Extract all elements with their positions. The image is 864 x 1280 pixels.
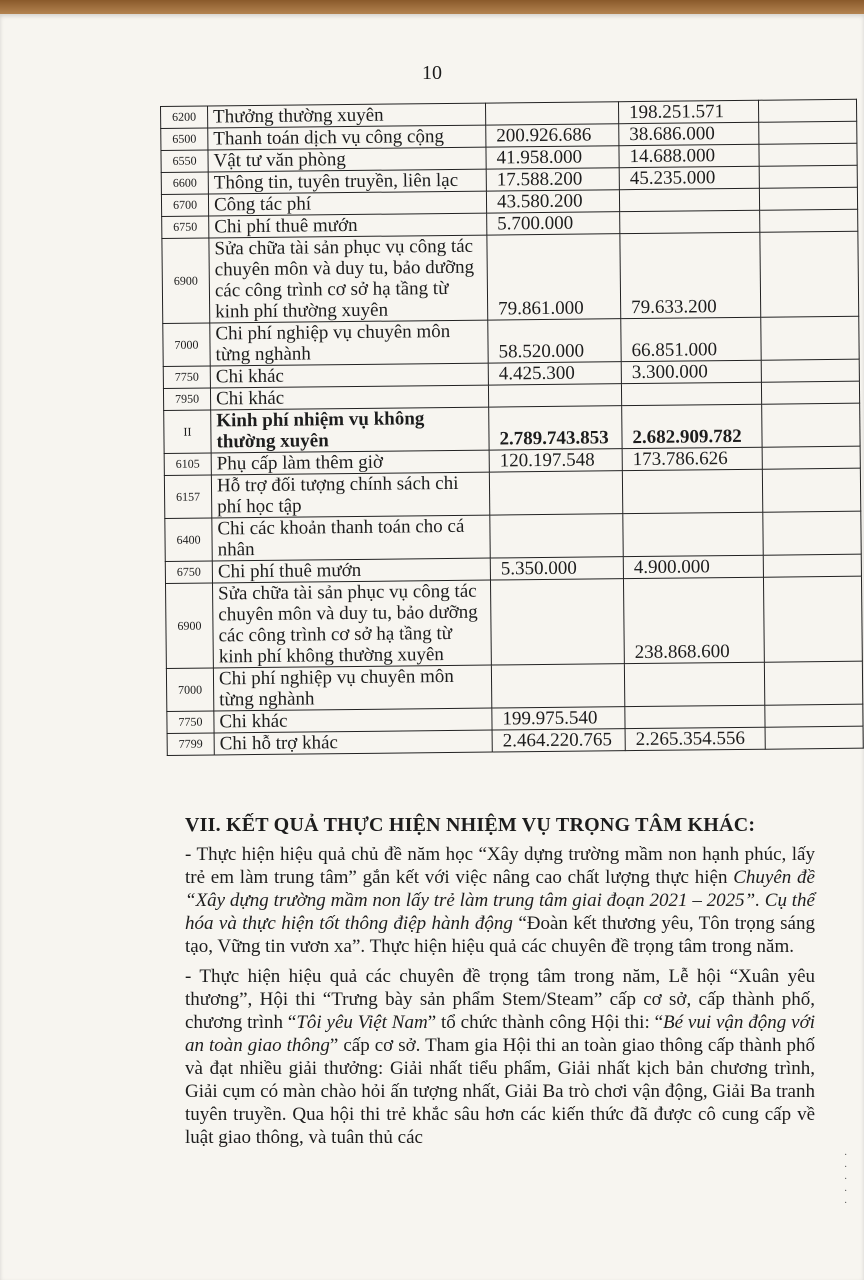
paragraph-1-text-a: - Thực hiện hiệu quả chủ đề năm học “Xây dựng trường mầm non hạnh phúc, lấy trẻ em làm trung tâm” gắn kết với việc nâng cao chất lượng thực hiện <box>185 844 815 888</box>
cell-name: Thưởng thường xuyên <box>208 103 486 128</box>
cell-code: 6157 <box>164 475 211 518</box>
paragraph-1-text-c: “Đoàn kết thương yêu, Tôn trọng sáng tạo, Vững tin vươn xa”. Thực hiện hiệu quả các chuyên đề trọng tâm trong năm. <box>185 913 815 957</box>
cell-value-2 <box>619 188 759 211</box>
cell-code: 6900 <box>166 583 214 668</box>
cell-value-1: 199.975.540 <box>492 707 625 730</box>
cell-value-1: 17.588.200 <box>486 168 619 191</box>
cell-value-1: 41.958.000 <box>486 146 619 169</box>
cell-value-2 <box>625 705 765 728</box>
budget-table-body <box>161 99 864 755</box>
cell-code: 7750 <box>163 366 210 388</box>
cell-name: Chi phí thuê mướn <box>212 558 490 583</box>
cell-value-1: 2.789.743.853 <box>489 406 622 450</box>
cell-value-1: 120.197.548 <box>489 449 622 472</box>
cell-code: 6600 <box>161 172 208 194</box>
cell-name: Kinh phí nhiệm vụ không thường xuyên <box>211 407 489 453</box>
cell-value-2: 45.235.000 <box>619 166 759 189</box>
cell-value-1: 2.464.220.765 <box>492 729 625 752</box>
cell-value-2: 14.688.000 <box>619 144 759 167</box>
cell-value-2: 238.868.600 <box>623 577 764 663</box>
cell-value-1: 5.350.000 <box>490 557 623 580</box>
table-row <box>166 576 863 668</box>
cell-value-2: 66.851.000 <box>621 317 761 361</box>
cell-value-1: 5.700.000 <box>487 212 620 235</box>
cell-code: 6200 <box>161 106 208 128</box>
cell-code: 6105 <box>164 453 211 475</box>
cell-code: 6750 <box>165 561 212 583</box>
paragraph-1-italic: Chuyên đề “Xây dựng trường mầm non lấy trẻ làm trung tâm giai đoạn 2021 – 2025”. Cụ thể hóa và thực hiện tốt thông điệp hành động <box>185 867 815 934</box>
cell-name: Chi hỗ trợ khác <box>214 730 492 755</box>
cell-name: Công tác phí <box>208 191 486 216</box>
section-heading: VII. KẾT QUẢ THỰC HIỆN NHIỆM VỤ TRỌNG TÂM KHÁC: <box>185 814 756 836</box>
cell-empty <box>759 143 857 166</box>
cell-code: 6400 <box>165 518 212 561</box>
table-row <box>164 468 860 518</box>
paragraph-2-text-c: ” tổ chức thành công Hội thi: “ <box>427 1012 664 1033</box>
cell-empty <box>762 446 860 469</box>
cell-empty <box>760 231 859 317</box>
cell-value-1: 79.861.000 <box>487 234 621 320</box>
cell-name: Thanh toán dịch vụ công cộng <box>208 125 486 150</box>
margin-dots: · · · · · <box>844 1150 848 1209</box>
cell-empty <box>761 359 859 382</box>
cell-name: Chi phí thuê mướn <box>209 213 487 238</box>
cell-code: 6750 <box>162 216 209 238</box>
cell-code: 6500 <box>161 128 208 150</box>
cell-name: Thông tin, tuyên truyền, liên lạc <box>208 169 486 194</box>
cell-value-2: 3.300.000 <box>621 360 761 383</box>
paragraph-2-text-a: - Thực hiện hiệu quả các chuyên đề trọng tâm trong năm, Lễ hội “Xuân yêu thương”, Hội thi “Trưng bày sản phẩm Stem/Steam” cấp cơ sở, cấp thành phố, chương trình “ <box>185 966 815 1033</box>
cell-value-2: 173.786.626 <box>622 447 762 470</box>
cell-name: Sửa chữa tài sản phục vụ công tác chuyên môn và duy tu, bảo dưỡng các công trình cơ sở hạ tầng từ kinh phí thường xuyên <box>209 235 488 323</box>
cell-empty <box>765 726 863 749</box>
cell-name: Chi các khoản thanh toán cho cá nhân <box>212 515 490 561</box>
paragraph-2-italic-contest: Bé vui vận động với an toàn giao thông <box>185 1012 815 1056</box>
cell-name: Chi phí nghiệp vụ chuyên môn từng nghành <box>210 320 488 366</box>
cell-value-2: 198.251.571 <box>618 100 758 123</box>
cell-code: 7950 <box>163 388 210 410</box>
cell-value-2: 38.686.000 <box>619 122 759 145</box>
cell-code: 7000 <box>163 323 210 366</box>
cell-code: II <box>164 410 211 453</box>
cell-empty <box>763 576 862 662</box>
cell-value-2 <box>624 662 764 706</box>
cell-empty <box>759 165 857 188</box>
cell-name: Chi khác <box>210 363 488 388</box>
cell-value-2: 79.633.200 <box>620 232 761 318</box>
cell-value-1 <box>488 384 621 407</box>
cell-name: Vật tư văn phòng <box>208 147 486 172</box>
paragraph-1 <box>160 843 815 958</box>
cell-value-1: 4.425.300 <box>488 362 621 385</box>
table-row <box>166 661 862 711</box>
cell-empty <box>765 704 863 727</box>
table-row <box>162 231 859 323</box>
cell-code: 7750 <box>167 711 214 733</box>
paragraph-2 <box>160 965 815 1149</box>
cell-value-1 <box>489 471 622 515</box>
table-row <box>164 403 860 453</box>
cell-name: Chi khác <box>214 708 492 733</box>
cell-value-2: 2.265.354.556 <box>625 727 765 750</box>
cell-name: Chi khác <box>210 385 488 410</box>
cell-value-2: 2.682.909.782 <box>622 404 762 448</box>
cell-value-1: 58.520.000 <box>488 319 621 363</box>
cell-value-1 <box>490 579 624 665</box>
cell-value-1 <box>491 664 624 708</box>
cell-value-2 <box>621 382 761 405</box>
cell-empty <box>764 661 862 705</box>
cell-value-1 <box>490 514 623 558</box>
cell-empty <box>762 468 860 512</box>
cell-empty <box>760 209 858 232</box>
cell-code: 7799 <box>167 733 214 755</box>
cell-value-2 <box>623 512 763 556</box>
cell-value-2: 4.900.000 <box>623 555 763 578</box>
cell-name: Sửa chữa tài sản phục vụ công tác chuyên môn và duy tu, bảo dưỡng các công trình cơ sở hạ tầng từ kinh phí không thường xuyên <box>212 580 491 668</box>
page-number: 10 <box>422 62 442 84</box>
budget-table <box>160 99 864 756</box>
cell-name: Phụ cấp làm thêm giờ <box>211 450 489 475</box>
cell-empty <box>763 511 861 555</box>
table-row <box>165 511 861 561</box>
cell-empty <box>762 403 860 447</box>
cell-empty <box>759 121 857 144</box>
cell-empty <box>761 381 859 404</box>
cell-name: Chi phí nghiệp vụ chuyên môn từng nghành <box>213 665 491 711</box>
cell-value-2 <box>622 469 762 513</box>
cell-empty <box>763 554 861 577</box>
cell-code: 7000 <box>166 668 213 711</box>
cell-code: 6550 <box>161 150 208 172</box>
cell-value-1: 200.926.686 <box>486 124 619 147</box>
cell-value-2 <box>620 210 760 233</box>
paragraph-2-italic-program: Tôi yêu Việt Nam <box>296 1012 428 1033</box>
cell-empty <box>761 316 859 360</box>
cell-value-1: 43.580.200 <box>486 190 619 213</box>
cell-empty <box>758 99 856 122</box>
paragraph-2-text-e: ” cấp cơ sở. Tham gia Hội thi an toàn giao thông cấp thành phố và đạt nhiều giải thưởng: Giải nhất tiểu phẩm, Giải nhất kịch bản chương trình, Giải cụm có màn chào hỏi ấn tượng nhất, Giải Ba trò chơi vận động, Giải Ba tranh tuyên truyền. Qua hội thi trẻ khắc sâu hơn các kiến thức đã được cô cung cấp về luật giao thông, và tuân thủ các <box>185 1035 815 1148</box>
cell-empty <box>759 187 857 210</box>
cell-value-1 <box>485 102 618 125</box>
table-row <box>163 316 859 366</box>
cell-name: Hỗ trợ đối tượng chính sách chi phí học tập <box>211 472 489 518</box>
cell-code: 6900 <box>162 238 210 323</box>
cell-code: 6700 <box>161 194 208 216</box>
